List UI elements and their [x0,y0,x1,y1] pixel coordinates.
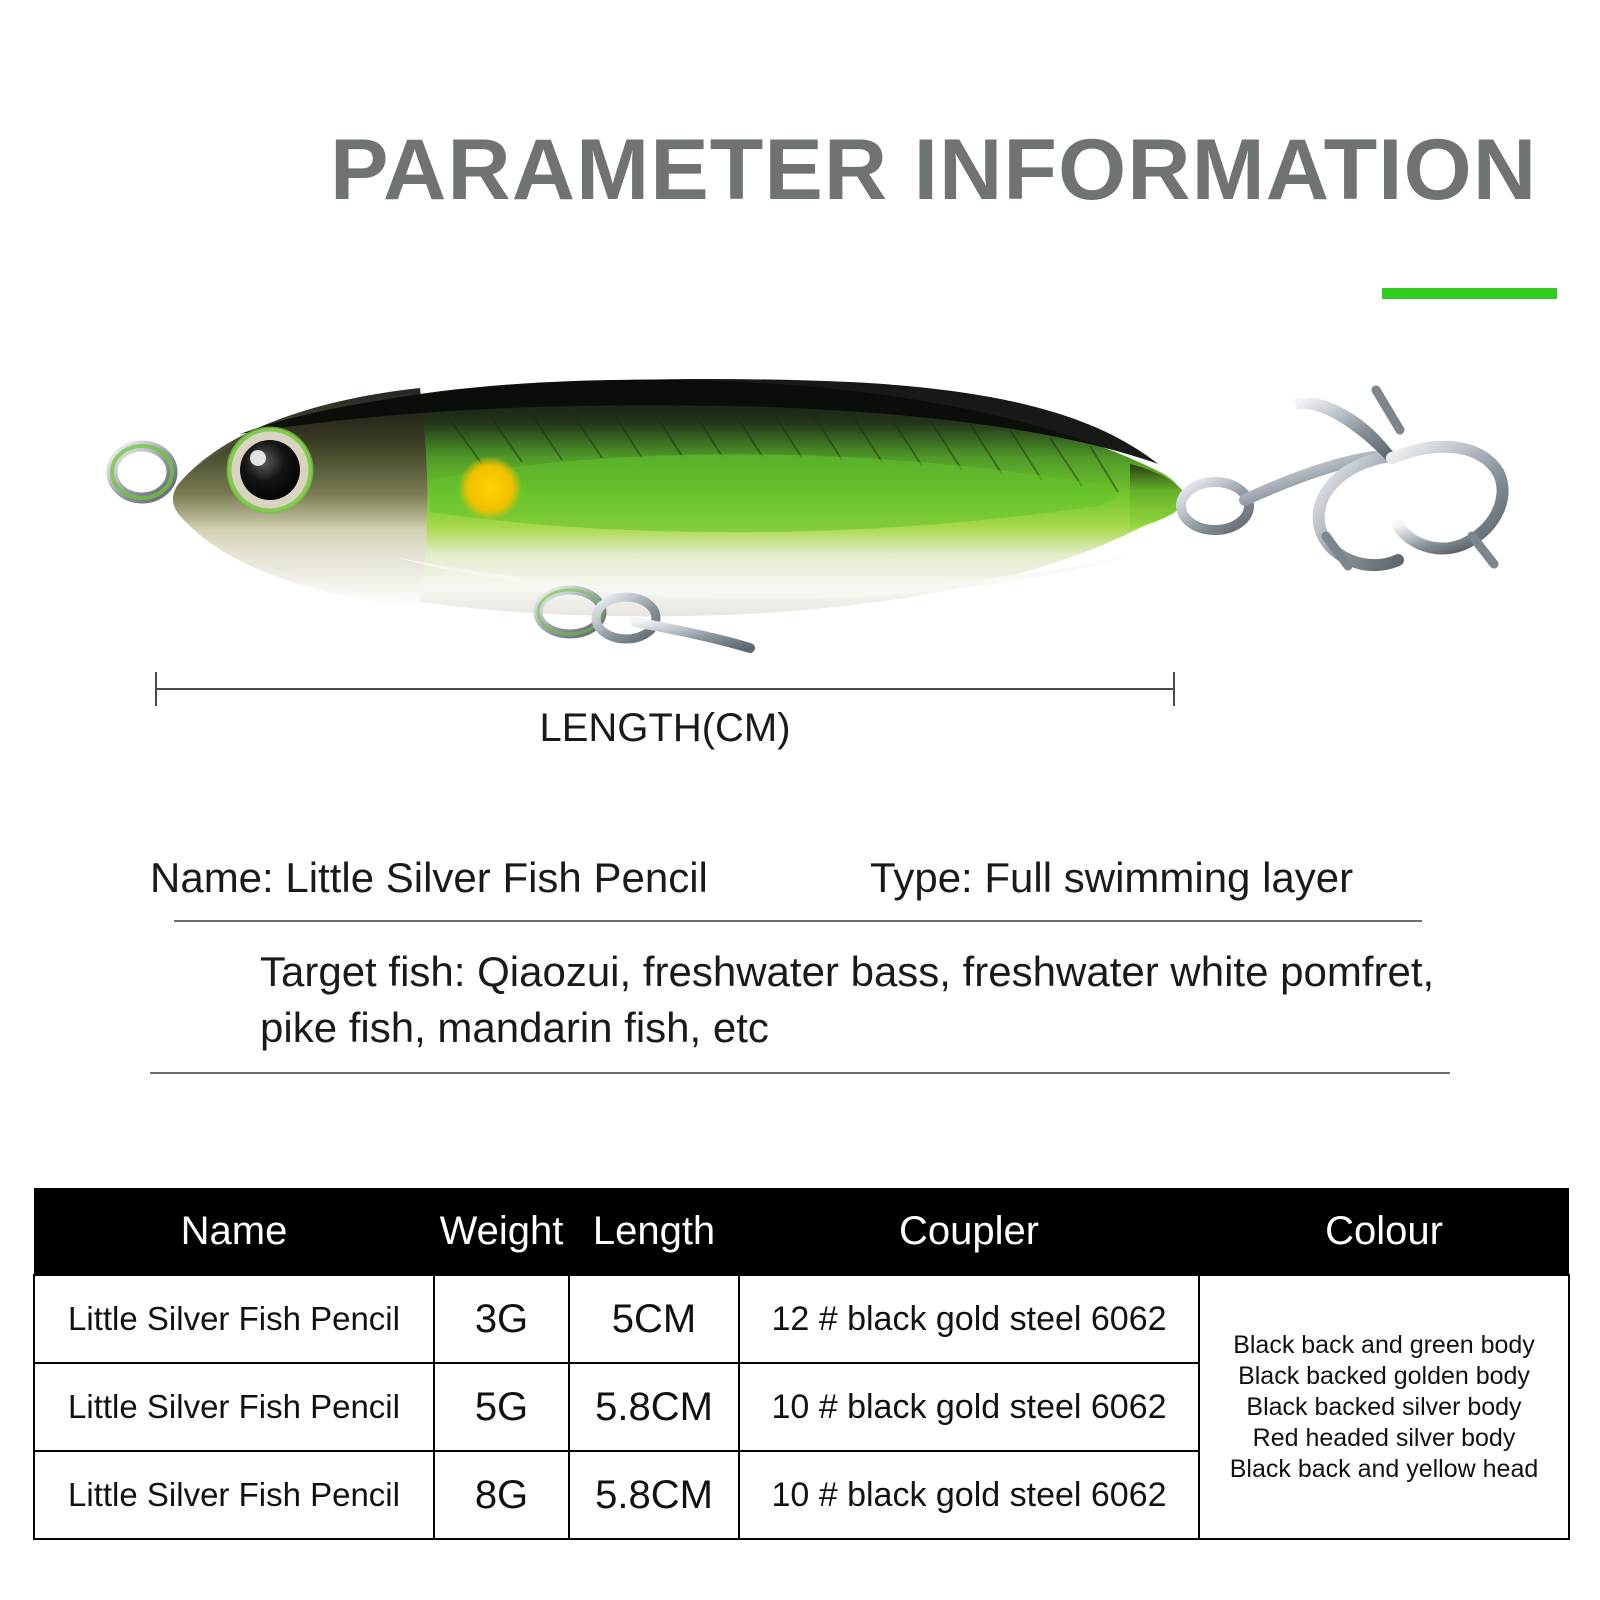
lure-eye [228,428,312,512]
lure-spot [458,456,522,520]
colour-option: Black back and yellow head [1229,1454,1539,1483]
cell-length: 5.8CM [569,1451,739,1539]
table-row [34,1275,1569,1363]
cell-colour-list [1199,1275,1569,1539]
spec-row-primary [150,850,1450,920]
spec-type: Type: Full swimming layer [870,854,1354,901]
colour-option: Red headed silver body [1252,1423,1516,1452]
nose-eyelet [112,446,172,498]
cell-weight: 3G [434,1275,569,1363]
column-header-colour: Colour [1199,1188,1569,1275]
measure-cap-right [1173,672,1175,706]
colour-option: Black backed silver body [1246,1392,1522,1421]
measure-label: LENGTH(CM) [539,706,791,750]
colour-option: Black back and green body [1233,1330,1535,1359]
cell-weight: 5G [434,1363,569,1451]
measure-line [155,688,1175,690]
cell-name: Little Silver Fish Pencil [34,1275,434,1363]
cell-name: Little Silver Fish Pencil [34,1363,434,1451]
header-accent-rule [1382,288,1557,299]
column-header-length: Length [569,1188,739,1275]
lure-tail [1130,464,1186,530]
specification-table [33,1188,1570,1540]
page-title: PARAMETER INFORMATION [330,122,1538,218]
column-header-weight: Weight [434,1188,569,1275]
spec-name: Name: Little Silver Fish Pencil [150,854,708,901]
cell-length: 5.8CM [569,1363,739,1451]
lure-illustration [90,360,1520,660]
spec-block [150,850,1450,1074]
measure-cap-left [155,672,157,706]
cell-coupler: 12 # black gold steel 6062 [739,1275,1199,1363]
spec-divider-2 [150,1072,1450,1074]
cell-length: 5CM [569,1275,739,1363]
cell-coupler: 10 # black gold steel 6062 [739,1363,1199,1451]
cell-name: Little Silver Fish Pencil [34,1451,434,1539]
column-header-name: Name [34,1188,434,1275]
table-header-row [34,1188,1569,1275]
colour-option: Black backed golden body [1238,1361,1530,1390]
column-header-coupler: Coupler [739,1188,1199,1275]
cell-weight: 8G [434,1451,569,1539]
cell-coupler: 10 # black gold steel 6062 [739,1451,1199,1539]
length-measure-bar [155,672,1175,708]
tail-treble-hook [1181,390,1503,566]
spec-target-fish: Target fish: Qiaozui, freshwater bass, freshwater white pomfret, pike fish, mandarin fish, etc [260,948,1435,1051]
